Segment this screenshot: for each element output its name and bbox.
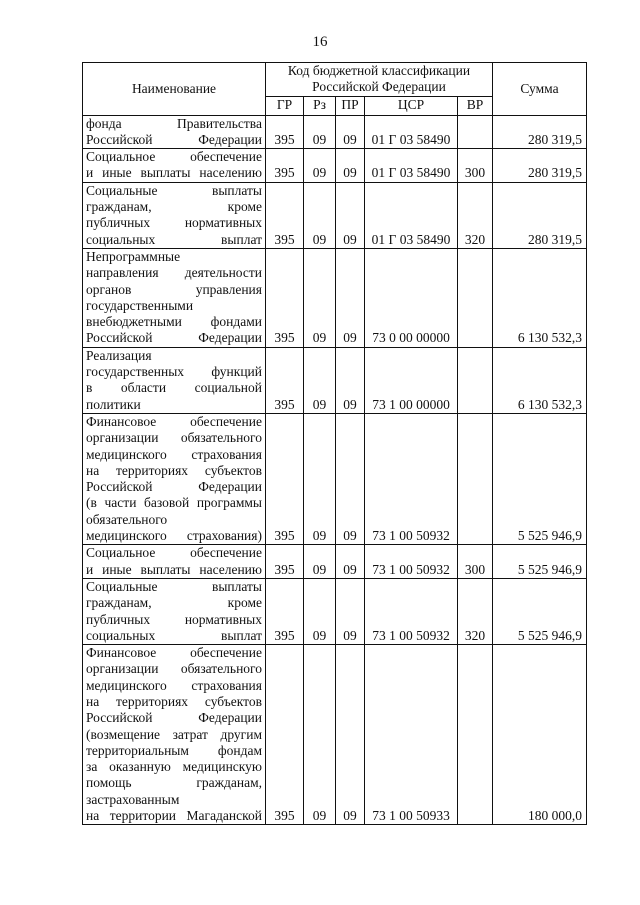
row-name-line: медицинского страхования [86, 677, 262, 693]
cell-sum: 6 130 532,3 [493, 347, 587, 413]
table-row [83, 347, 587, 413]
cell-vr [458, 645, 493, 825]
table-row [83, 578, 587, 644]
cell-csr: 73 1 00 50933 [365, 645, 458, 825]
cell-sum: 5 525 946,9 [493, 413, 587, 544]
row-name-line: Финансовое обеспечение [86, 413, 262, 429]
cell-csr: 73 1 00 50932 [365, 413, 458, 544]
row-name-line: в области социальной [86, 380, 262, 396]
row-name-line: медицинского страхования [86, 446, 262, 462]
table-row [83, 545, 587, 579]
row-name-line: Социальное обеспечение [86, 149, 262, 165]
row-name [83, 413, 266, 544]
cell-pr: 09 [336, 413, 365, 544]
cell-vr [458, 347, 493, 413]
row-name-line: и иные выплаты населению [86, 561, 262, 577]
cell-csr: 01 Г 03 58490 [365, 115, 458, 149]
cell-rz: 09 [304, 413, 336, 544]
row-name-line: Непрограммные [86, 248, 181, 264]
row-name-line: медицинского страхования) [86, 528, 262, 544]
cell-sum: 280 319,5 [493, 182, 587, 248]
cell-pr: 09 [336, 645, 365, 825]
row-name-line: (в части базовой программы [86, 495, 262, 511]
cell-sum: 5 525 946,9 [493, 578, 587, 644]
row-name-line: Российской Федерации [86, 479, 262, 495]
row-name-line: внебюджетными фондами [86, 314, 262, 330]
column-header-name: Наименование [83, 63, 266, 116]
cell-vr: 320 [458, 578, 493, 644]
cell-pr: 09 [336, 149, 365, 183]
row-name-line: на территориях субъектов [86, 693, 262, 709]
row-name-line: обязательного [86, 511, 168, 527]
row-name-line: на территории Магаданской [86, 808, 262, 824]
row-name-line: государственными [86, 297, 194, 313]
cell-sum: 5 525 946,9 [493, 545, 587, 579]
column-header-csr: ЦСР [365, 96, 458, 115]
cell-sum: 180 000,0 [493, 645, 587, 825]
cell-vr: 320 [458, 182, 493, 248]
cell-vr [458, 413, 493, 544]
row-name [83, 645, 266, 825]
row-name-line: фонда Правительства [86, 115, 262, 131]
cell-csr: 73 1 00 50932 [365, 545, 458, 579]
table-row [83, 182, 587, 248]
table-body [83, 115, 587, 825]
cell-sum: 280 319,5 [493, 115, 587, 149]
row-name-line: органов управления [86, 281, 262, 297]
column-header-vr: ВР [458, 96, 493, 115]
cell-sum: 6 130 532,3 [493, 248, 587, 347]
cell-rz: 09 [304, 578, 336, 644]
row-name [83, 347, 266, 413]
cell-gr: 395 [266, 545, 304, 579]
cell-vr [458, 115, 493, 149]
row-name-line: публичных нормативных [86, 611, 262, 627]
cell-pr: 09 [336, 578, 365, 644]
cell-vr [458, 248, 493, 347]
row-name-line: организации обязательного [86, 661, 262, 677]
row-name-line: организации обязательного [86, 430, 262, 446]
cell-gr: 395 [266, 248, 304, 347]
cell-pr: 09 [336, 545, 365, 579]
table-row [83, 115, 587, 149]
cell-csr: 73 1 00 00000 [365, 347, 458, 413]
row-name-line: Финансовое обеспечение [86, 645, 262, 661]
row-name [83, 578, 266, 644]
row-name-line: социальных выплат [86, 231, 262, 247]
cell-csr: 73 0 00 00000 [365, 248, 458, 347]
column-header-gr: ГР [266, 96, 304, 115]
budget-classification-table [82, 62, 587, 825]
column-header-rz: Рз [304, 96, 336, 115]
cell-csr: 73 1 00 50932 [365, 578, 458, 644]
row-name-line: Российской Федерации [86, 131, 262, 147]
page-number: 16 [312, 34, 328, 50]
cell-csr: 01 Г 03 58490 [365, 182, 458, 248]
row-name-line: Социальные выплаты [86, 182, 262, 198]
row-name-line: помощь гражданам, [86, 775, 262, 791]
row-name-line: Социальное обеспечение [86, 545, 262, 561]
row-name [83, 248, 266, 347]
row-name-line: Социальные выплаты [86, 578, 262, 594]
cell-gr: 395 [266, 578, 304, 644]
row-name-line: Реализация [86, 347, 152, 363]
row-name [83, 149, 266, 183]
table-row [83, 248, 587, 347]
cell-gr: 395 [266, 115, 304, 149]
cell-sum: 280 319,5 [493, 149, 587, 183]
cell-rz: 09 [304, 545, 336, 579]
column-header-pr: ПР [336, 96, 365, 115]
row-name-line: политики [86, 396, 141, 412]
table-row [83, 149, 587, 183]
cell-rz: 09 [304, 182, 336, 248]
row-name-line: государственных функций [86, 364, 262, 380]
row-name-line: гражданам, кроме [86, 595, 262, 611]
table-row [83, 645, 587, 825]
row-name-line: Российской Федерации [86, 710, 262, 726]
table-row [83, 413, 587, 544]
cell-gr: 395 [266, 347, 304, 413]
cell-pr: 09 [336, 248, 365, 347]
cell-rz: 09 [304, 149, 336, 183]
row-name-line: Российской Федерации [86, 330, 262, 346]
cell-vr: 300 [458, 545, 493, 579]
cell-pr: 09 [336, 115, 365, 149]
row-name [83, 545, 266, 579]
cell-pr: 09 [336, 182, 365, 248]
cell-gr: 395 [266, 645, 304, 825]
cell-rz: 09 [304, 115, 336, 149]
cell-gr: 395 [266, 413, 304, 544]
cell-rz: 09 [304, 248, 336, 347]
column-header-sum: Сумма [493, 63, 587, 116]
row-name-line: (возмещение затрат другим [86, 726, 262, 742]
row-name-line: гражданам, кроме [86, 199, 262, 215]
cell-gr: 395 [266, 182, 304, 248]
row-name-line: на территориях субъектов [86, 462, 262, 478]
cell-gr: 395 [266, 149, 304, 183]
cell-pr: 09 [336, 347, 365, 413]
row-name [83, 115, 266, 149]
row-name-line: территориальным фондам [86, 742, 262, 758]
cell-vr: 300 [458, 149, 493, 183]
table-header [83, 63, 587, 116]
cell-rz: 09 [304, 347, 336, 413]
row-name-line: социальных выплат [86, 627, 262, 643]
row-name-line: застрахованным [86, 791, 180, 807]
row-name-line: и иные выплаты населению [86, 165, 262, 181]
column-header-code-group: Код бюджетной классификации Российской Федерации [266, 63, 493, 97]
row-name-line: публичных нормативных [86, 215, 262, 231]
row-name [83, 182, 266, 248]
cell-rz: 09 [304, 645, 336, 825]
row-name-line: направления деятельности [86, 265, 262, 281]
cell-csr: 01 Г 03 58490 [365, 149, 458, 183]
row-name-line: за оказанную медицинскую [86, 759, 262, 775]
